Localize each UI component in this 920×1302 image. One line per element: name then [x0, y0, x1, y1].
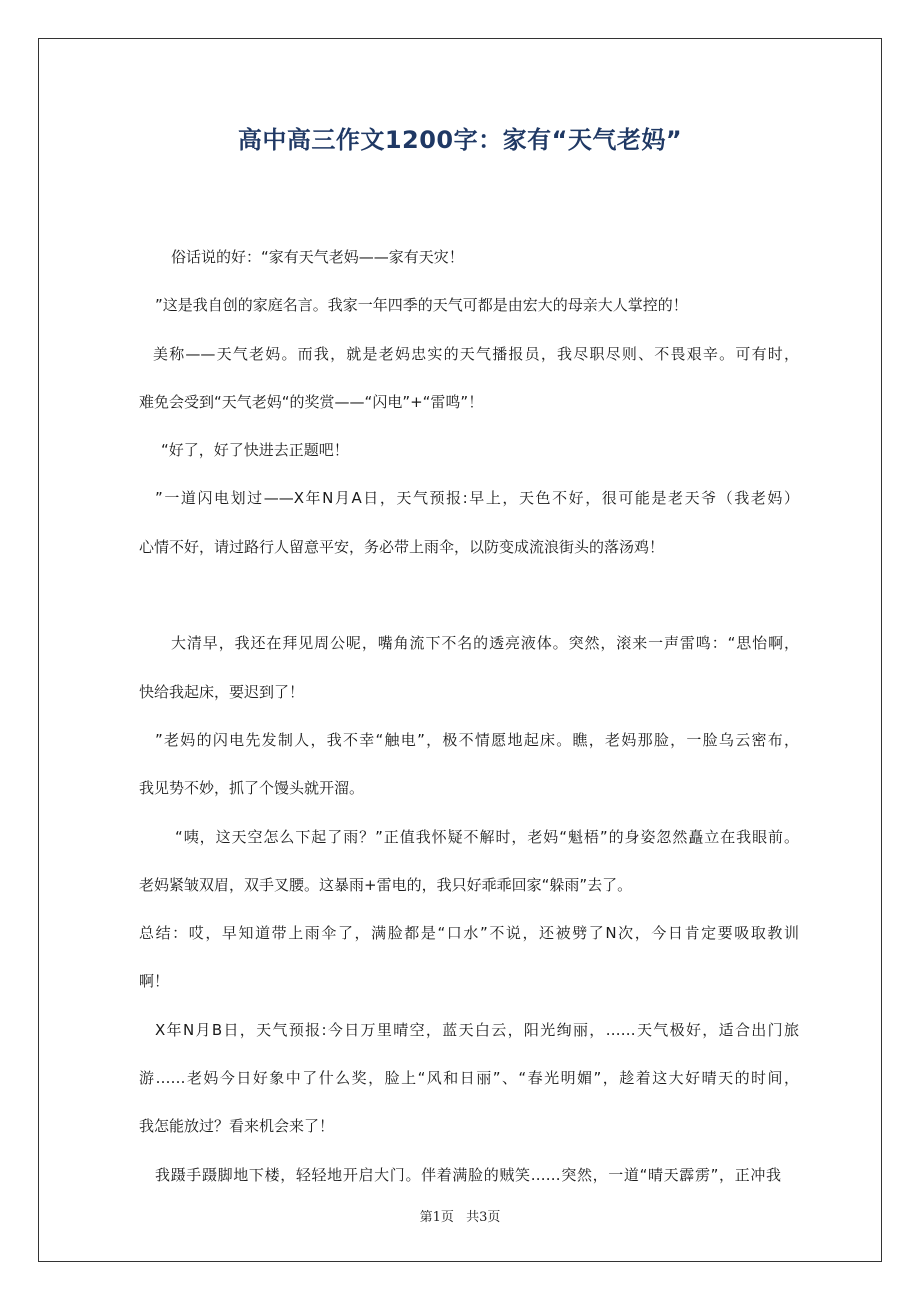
page-total: 共3页 — [466, 1210, 501, 1225]
paragraph-line: ”一道闪电划过——X年N月A日，天气预报:早上，天色不好，很可能是老天爷（我老妈） — [155, 489, 799, 508]
paragraph-line: ”这是我自创的家庭名言。我家一年四季的天气可都是由宏大的母亲大人掌控的！ — [155, 296, 688, 315]
paragraph-line: 大清早，我还在拜见周公呢，嘴角流下不名的透亮液体。突然，滚来一声雷鸣：“思怡啊， — [171, 634, 799, 653]
paragraph-line: 啊！ — [139, 972, 170, 991]
paragraph-line: 我见势不妙，抓了个馒头就开溜。 — [139, 779, 365, 798]
paragraph-line: 难免会受到“天气老妈“的奖赏——“闪电”+“雷鸣”！ — [139, 392, 484, 411]
paragraph-line: X年N月B日，天气预报:今日万里晴空，蓝天白云，阳光绚丽，……天气极好，适合出门旅 — [155, 1020, 799, 1039]
page-title: 高中高三作文1200字：家有“天气老妈” — [237, 126, 683, 154]
paragraph-line: 我蹑手蹑脚地下楼，轻轻地开启大门。伴着满脸的贼笑……突然，一道“晴天霹雳”，正冲我 — [155, 1165, 781, 1184]
paragraph-line: ”老妈的闪电先发制人，我不幸“触电”，极不情愿地起床。瞧，老妈那脸，一脸乌云密布， — [155, 730, 799, 749]
paragraph-line: 游……老妈今日好象中了什么奖，脸上“风和日丽”、“春光明媚”，趁着这大好晴天的时间， — [139, 1069, 799, 1088]
paragraph-gap — [139, 576, 799, 624]
page-number: 第1页 — [419, 1210, 454, 1225]
paragraph-line: 心情不好，请过路行人留意平安，务必带上雨伞，以防变成流浪街头的落汤鸡！ — [139, 537, 665, 556]
paragraph-line: 俗话说的好：“家有天气老妈——家有天灾！ — [171, 248, 464, 266]
paragraph-line: 美称——天气老妈。而我，就是老妈忠实的天气播报员，我尽职尽则、不畏艰辛。可有时， — [153, 344, 799, 363]
article-body — [139, 238, 799, 1204]
paragraph-line: 我怎能放过？看来机会来了！ — [139, 1117, 335, 1136]
page-footer — [0, 1206, 920, 1225]
paragraph-line: 快给我起床，要迟到了！ — [139, 682, 305, 701]
paragraph-line: “咦，这天空怎么下起了雨？”正值我怀疑不解时，老妈“魁梧”的身姿忽然矗立在我眼前。 — [175, 827, 799, 846]
paragraph-line: 总结：哎，早知道带上雨伞了，满脸都是“口水”不说，还被劈了N次，今日肯定要吸取教训 — [139, 924, 799, 943]
paragraph-line: “好了，好了快进去正题吧！ — [161, 441, 349, 460]
paragraph-line: 老妈紧皱双眉，双手叉腰。这暴雨+雷电的，我只好乖乖回家“躲雨”去了。 — [139, 875, 633, 894]
